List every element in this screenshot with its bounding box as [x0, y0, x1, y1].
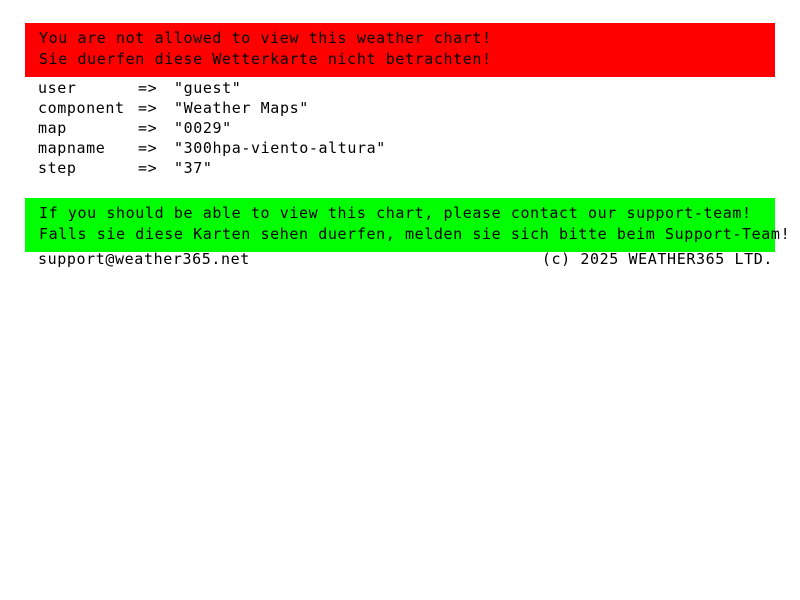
parameter-arrow: => — [138, 99, 158, 117]
parameter-value: "37" — [174, 159, 213, 177]
parameter-arrow: => — [138, 139, 158, 157]
parameter-row-user — [38, 78, 386, 98]
parameter-row-mapname — [38, 138, 386, 158]
footer — [38, 249, 773, 269]
parameter-arrow: => — [138, 79, 158, 97]
copyright-text: (c) 2025 WEATHER365 LTD. — [541, 250, 773, 268]
support-banner-line-en: If you should be able to view this chart, please contact our support-team! — [39, 204, 752, 222]
parameter-arrow: => — [138, 159, 158, 177]
parameter-key: map — [38, 119, 67, 137]
parameter-key: step — [38, 159, 77, 177]
parameter-key: user — [38, 79, 77, 97]
parameter-key: component — [38, 99, 125, 117]
parameter-row-component — [38, 98, 386, 118]
parameter-value: "guest" — [174, 79, 242, 97]
error-banner-line-de: Sie duerfen diese Wetterkarte nicht betrachten! — [39, 50, 492, 68]
parameter-row-map — [38, 118, 386, 138]
parameter-value: "300hpa-viento-altura" — [174, 139, 386, 157]
parameter-key: mapname — [38, 139, 106, 157]
parameter-value: "0029" — [174, 119, 232, 137]
support-banner — [25, 198, 791, 252]
parameter-list — [38, 78, 386, 178]
parameter-value: "Weather Maps" — [174, 99, 309, 117]
support-email-link[interactable]: support@weather365.net — [38, 250, 250, 268]
error-banner-line-en: You are not allowed to view this weather chart! — [39, 29, 492, 47]
parameter-row-step — [38, 158, 386, 178]
parameter-arrow: => — [138, 119, 158, 137]
error-banner — [25, 23, 775, 77]
support-banner-line-de: Falls sie diese Karten sehen duerfen, melden sie sich bitte beim Support-Team! — [39, 225, 791, 243]
